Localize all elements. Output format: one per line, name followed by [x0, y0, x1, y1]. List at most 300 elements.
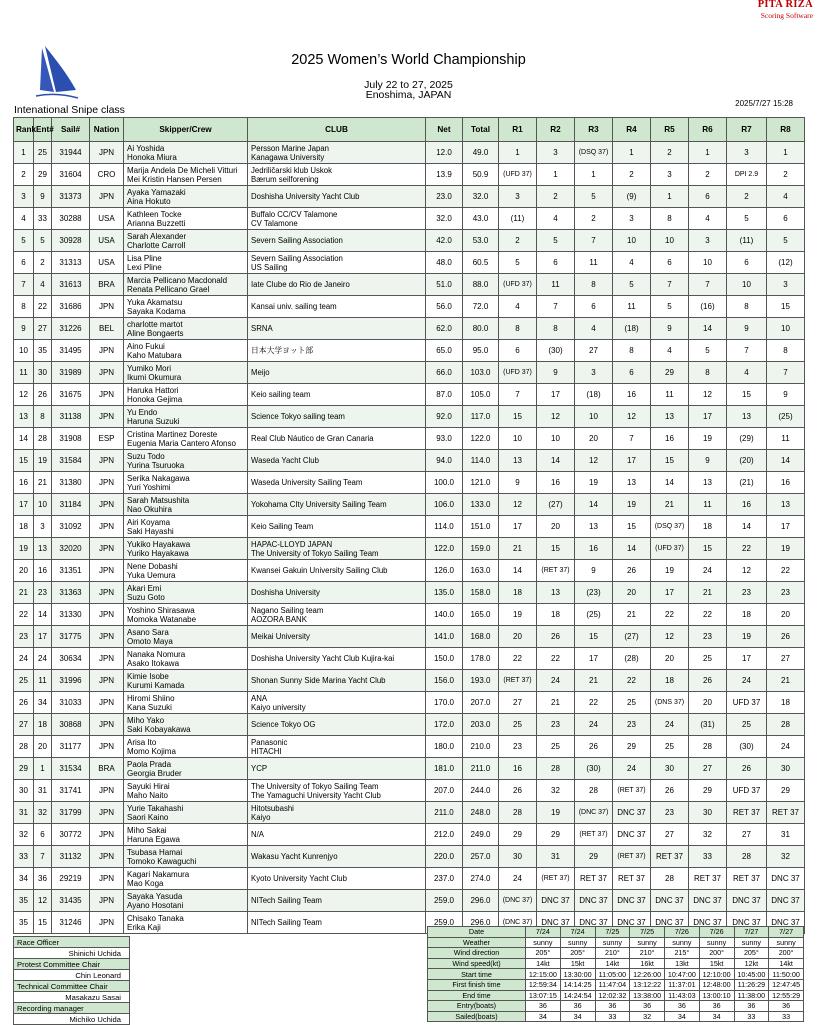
cell-net: 48.0	[426, 252, 463, 274]
cell-club	[248, 296, 426, 318]
cell-nation: BRA	[90, 274, 124, 296]
cell-r8: (12)	[767, 252, 805, 274]
cell-net: 66.0	[426, 362, 463, 384]
race-info-value-r6: 12:10:00	[699, 969, 734, 980]
col-r5: R5	[651, 118, 689, 142]
cell-total: 105.0	[463, 384, 499, 406]
cell-r4: 10	[613, 230, 651, 252]
cell-r5: 30	[651, 758, 689, 780]
cell-total: 32.0	[463, 186, 499, 208]
cell-r1: (DNC 37)	[499, 890, 537, 912]
cell-r4: 3	[613, 208, 651, 230]
club-line-1: Severn Sailing Association	[251, 236, 343, 245]
cell-r4: 2	[613, 164, 651, 186]
race-info-row	[428, 979, 804, 990]
cell-r2: 5	[537, 230, 575, 252]
race-info-value-r8: 14kt	[769, 958, 804, 969]
cell-nation: JPN	[90, 692, 124, 714]
cell-nation: JPN	[90, 296, 124, 318]
cell-r7: 24	[727, 670, 767, 692]
cell-club	[248, 824, 426, 846]
cell-sail: 30634	[52, 648, 90, 670]
cell-r5: 12	[651, 626, 689, 648]
cell-r4: 1	[613, 142, 651, 164]
cell-sail: 31613	[52, 274, 90, 296]
cell-total: 210.0	[463, 736, 499, 758]
cell-rank: 34	[14, 868, 34, 890]
crew-name: Momoka Watanabe	[127, 614, 197, 624]
cell-sail: 30288	[52, 208, 90, 230]
cell-total: 114.0	[463, 450, 499, 472]
skipper-name: Serika Nakagawa	[127, 473, 190, 483]
cell-skipper-crew	[124, 604, 248, 626]
cell-r8: 8	[767, 340, 805, 362]
cell-rank: 17	[14, 494, 34, 516]
cell-r3: DNC 37	[575, 912, 613, 934]
cell-r8: 9	[767, 384, 805, 406]
crew-name: Tomoko Kawaguchi	[127, 856, 197, 866]
cell-r2: 13	[537, 582, 575, 604]
cell-sail: 30772	[52, 824, 90, 846]
cell-r1: 23	[499, 736, 537, 758]
race-info-label: Start time	[428, 969, 526, 980]
cell-r6: 17	[689, 406, 727, 428]
club-line-1: 日本大学ヨット部	[251, 346, 314, 355]
crew-name: Renata Pellicano Grael	[127, 284, 210, 294]
cell-nation: JPN	[90, 670, 124, 692]
cell-r2: 9	[537, 362, 575, 384]
race-info-value-r5: 13kt	[665, 958, 700, 969]
cell-r6: (31)	[689, 714, 727, 736]
crew-name: Haruna Suzuki	[127, 416, 180, 426]
cell-sail: 31330	[52, 604, 90, 626]
cell-r6: 22	[689, 604, 727, 626]
cell-r2: 16	[537, 472, 575, 494]
cell-nation: JPN	[90, 186, 124, 208]
official-role-row	[14, 981, 130, 992]
cell-r1: 27	[499, 692, 537, 714]
crew-name: Maho Naito	[127, 790, 168, 800]
cell-ent: 28	[34, 428, 52, 450]
cell-ent: 31	[34, 780, 52, 802]
cell-r3: 12	[575, 450, 613, 472]
cell-r7: DNC 37	[727, 890, 767, 912]
cell-club	[248, 626, 426, 648]
table-row	[14, 758, 805, 780]
cell-r2: (27)	[537, 494, 575, 516]
cell-rank: 18	[14, 516, 34, 538]
cell-ent: 21	[34, 472, 52, 494]
cell-nation: BEL	[90, 318, 124, 340]
cell-r3: 1	[575, 164, 613, 186]
cell-total: 159.0	[463, 538, 499, 560]
cell-net: 32.0	[426, 208, 463, 230]
cell-r7: 13	[727, 406, 767, 428]
col-rank: Rank	[14, 118, 34, 142]
race-info-label: Weather	[428, 937, 526, 948]
cell-ent: 7	[34, 846, 52, 868]
club-line-1: Persson Marine Japan	[251, 143, 330, 153]
cell-r6: 8	[689, 362, 727, 384]
cell-r5: RET 37	[651, 846, 689, 868]
race-info-value-r7: 11:26:29	[734, 979, 769, 990]
skipper-name: charlotte martot	[127, 319, 183, 329]
race-info-value-r4: 32	[630, 1011, 665, 1022]
cell-ent: 29	[34, 164, 52, 186]
cell-r1: 17	[499, 516, 537, 538]
cell-ent: 20	[34, 736, 52, 758]
cell-sail: 29219	[52, 868, 90, 890]
cell-r2: (RET 37)	[537, 560, 575, 582]
race-info-value-r7: 33	[734, 1011, 769, 1022]
crew-name: Mei Kristin Hansen Persen	[127, 174, 222, 184]
cell-skipper-crew	[124, 890, 248, 912]
cell-r3: 3	[575, 362, 613, 384]
cell-club	[248, 846, 426, 868]
cell-r5: 15	[651, 450, 689, 472]
crew-name: Arianna Buzzetti	[127, 218, 186, 228]
class-name: Intenational Snipe class	[14, 104, 125, 116]
cell-nation: BRA	[90, 758, 124, 780]
club-line-1: Keio Sailing Team	[251, 522, 314, 531]
cell-total: 53.0	[463, 230, 499, 252]
cell-r7: 23	[727, 582, 767, 604]
cell-ent: 36	[34, 868, 52, 890]
skipper-name: Yukiko Hayakawa	[127, 539, 191, 549]
cell-sail: 31380	[52, 472, 90, 494]
cell-r6: 28	[689, 736, 727, 758]
cell-r6: 2	[689, 164, 727, 186]
race-info-value-r1: 12:15:00	[526, 969, 561, 980]
skipper-name: Nanaka Nomura	[127, 649, 186, 659]
cell-nation: JPN	[90, 142, 124, 164]
race-info-value-r2: 15kt	[560, 958, 595, 969]
cell-r8: 27	[767, 648, 805, 670]
cell-r6: 11	[689, 494, 727, 516]
cell-r7: 5	[727, 208, 767, 230]
race-info-value-r4: 13:12:22	[630, 979, 665, 990]
cell-skipper-crew	[124, 208, 248, 230]
cell-r1: 7	[499, 384, 537, 406]
cell-r2: 24	[537, 670, 575, 692]
cell-r3: 14	[575, 494, 613, 516]
table-row	[14, 714, 805, 736]
cell-skipper-crew	[124, 252, 248, 274]
cell-r7: 12	[727, 560, 767, 582]
page-title: 2025 Women’s World Championship	[291, 52, 526, 68]
cell-r6: (16)	[689, 296, 727, 318]
cell-r8: 23	[767, 582, 805, 604]
crew-name: Eugenia Maria Cantero Afonso	[127, 438, 236, 448]
cell-skipper-crew	[124, 318, 248, 340]
table-row	[14, 890, 805, 912]
cell-sail: 31092	[52, 516, 90, 538]
cell-r2: 14	[537, 450, 575, 472]
cell-r8: 13	[767, 494, 805, 516]
skipper-name: Sayuki Hirai	[127, 781, 170, 791]
skipper-name: Ai Yoshida	[127, 143, 165, 153]
official-role-row	[14, 959, 130, 970]
cell-r7: UFD 37	[727, 692, 767, 714]
col-total: Total	[463, 118, 499, 142]
cell-r5: 2	[651, 142, 689, 164]
cell-r4: 24	[613, 758, 651, 780]
crew-name: Ayano Hosotani	[127, 900, 184, 910]
cell-r6: 27	[689, 758, 727, 780]
cell-r5: 6	[651, 252, 689, 274]
race-info-value-r2: 14:14:25	[560, 979, 595, 990]
officials-body	[14, 937, 130, 1025]
cell-r5: 9	[651, 318, 689, 340]
club-line-1: SRNA	[251, 324, 273, 333]
cell-ent: 34	[34, 692, 52, 714]
table-row	[14, 736, 805, 758]
cell-club	[248, 714, 426, 736]
race-info-row	[428, 937, 804, 948]
cell-skipper-crew	[124, 802, 248, 824]
cell-rank: 23	[14, 626, 34, 648]
race-info-value-r8: 12:47:45	[769, 979, 804, 990]
cell-r7: 18	[727, 604, 767, 626]
cell-nation: JPN	[90, 406, 124, 428]
cell-r5: 26	[651, 780, 689, 802]
cell-sail: 31363	[52, 582, 90, 604]
race-info-row	[428, 927, 804, 938]
cell-r8: DNC 37	[767, 912, 805, 934]
cell-r1: 13	[499, 450, 537, 472]
cell-ent: 30	[34, 362, 52, 384]
cell-nation: JPN	[90, 868, 124, 890]
cell-r4: 8	[613, 340, 651, 362]
cell-r3: 16	[575, 538, 613, 560]
col-r2: R2	[537, 118, 575, 142]
race-info-value-r5: 34	[665, 1011, 700, 1022]
table-row	[14, 780, 805, 802]
club-line-1: Wakasu Yacht Kunrenjyo	[251, 852, 338, 861]
cell-r4: 25	[613, 692, 651, 714]
cell-r1: 5	[499, 252, 537, 274]
race-info-value-r7: 10:45:00	[734, 969, 769, 980]
cell-net: 181.0	[426, 758, 463, 780]
cell-sail: 30868	[52, 714, 90, 736]
cell-r3: (23)	[575, 582, 613, 604]
race-info-label: First finish time	[428, 979, 526, 990]
race-info-value-r2: 34	[560, 1011, 595, 1022]
cell-r4: 16	[613, 384, 651, 406]
official-name: Shinichi Uchida	[14, 948, 130, 959]
cell-ent: 8	[34, 406, 52, 428]
cell-sail: 31313	[52, 252, 90, 274]
cell-r5: 1	[651, 186, 689, 208]
col-r1: R1	[499, 118, 537, 142]
cell-sail: 31996	[52, 670, 90, 692]
cell-r7: 16	[727, 494, 767, 516]
cell-r3: 2	[575, 208, 613, 230]
race-info-value-r8: 12:55:29	[769, 990, 804, 1001]
cell-r7: 27	[727, 824, 767, 846]
cell-ent: 23	[34, 582, 52, 604]
cell-net: 141.0	[426, 626, 463, 648]
cell-nation: JPN	[90, 890, 124, 912]
cell-r4: DNC 37	[613, 824, 651, 846]
race-info-value-r1: 34	[526, 1011, 561, 1022]
cell-ent: 18	[34, 714, 52, 736]
cell-r6: RET 37	[689, 868, 727, 890]
cell-rank: 31	[14, 802, 34, 824]
cell-r3: 24	[575, 714, 613, 736]
cell-nation: JPN	[90, 560, 124, 582]
cell-r2: 26	[537, 626, 575, 648]
crew-name: Kana Suzuki	[127, 702, 172, 712]
cell-ent: 25	[34, 142, 52, 164]
cell-sail: 31184	[52, 494, 90, 516]
cell-sail: 31944	[52, 142, 90, 164]
cell-ent: 5	[34, 230, 52, 252]
results-body	[14, 142, 805, 934]
cell-r4: 11	[613, 296, 651, 318]
official-role-row	[14, 937, 130, 948]
cell-r7: 10	[727, 274, 767, 296]
cell-ent: 1	[34, 758, 52, 780]
cell-r2: 22	[537, 648, 575, 670]
cell-r4: (18)	[613, 318, 651, 340]
cell-nation: JPN	[90, 538, 124, 560]
cell-r6: 12	[689, 384, 727, 406]
club-line-1: Nagano Sailing team	[251, 605, 324, 615]
cell-net: 207.0	[426, 780, 463, 802]
cell-skipper-crew	[124, 758, 248, 780]
cell-r5: 18	[651, 670, 689, 692]
cell-club	[248, 428, 426, 450]
club-line-1: Science Tokyo OG	[251, 720, 316, 729]
crew-name: Omoto Maya	[127, 636, 173, 646]
cell-r7: 28	[727, 846, 767, 868]
cell-club	[248, 560, 426, 582]
cell-r6: 14	[689, 318, 727, 340]
crew-name: Suzu Goto	[127, 592, 165, 602]
cell-r4: (RET 37)	[613, 846, 651, 868]
cell-nation: JPN	[90, 780, 124, 802]
cell-club	[248, 450, 426, 472]
cell-club	[248, 648, 426, 670]
table-row	[14, 626, 805, 648]
cell-r5: 8	[651, 208, 689, 230]
cell-ent: 12	[34, 890, 52, 912]
col-nation: Nation	[90, 118, 124, 142]
official-name: Michiko Uchida	[14, 1014, 130, 1025]
official-name-row	[14, 1014, 130, 1025]
crew-name: Saori Kaino	[127, 812, 169, 822]
club-line-1: Doshisha University	[251, 588, 320, 597]
cell-r7: RET 37	[727, 802, 767, 824]
cell-r6: 10	[689, 252, 727, 274]
club-line-1: Keio sailing team	[251, 390, 311, 399]
cell-r4: (9)	[613, 186, 651, 208]
cell-net: 259.0	[426, 890, 463, 912]
cell-net: 172.0	[426, 714, 463, 736]
table-row	[14, 252, 805, 274]
cell-sail: 31226	[52, 318, 90, 340]
crew-name: Saki Kobayakawa	[127, 724, 191, 734]
table-row	[14, 604, 805, 626]
cell-r5: 3	[651, 164, 689, 186]
table-row	[14, 670, 805, 692]
cell-total: 103.0	[463, 362, 499, 384]
crew-name: Sayaka Kodama	[127, 306, 186, 316]
cell-r6: 23	[689, 626, 727, 648]
club-line-1: Real Club Náutico de Gran Canaria	[251, 434, 374, 443]
crew-name: Yuri Yoshimi	[127, 482, 171, 492]
cell-net: 106.0	[426, 494, 463, 516]
cell-rank: 12	[14, 384, 34, 406]
cell-r1: 20	[499, 626, 537, 648]
cell-nation: JPN	[90, 824, 124, 846]
skipper-name: Asano Sara	[127, 627, 169, 637]
cell-ent: 3	[34, 516, 52, 538]
col-skipper: Skipper/Crew	[124, 118, 248, 142]
crew-name: Yuka Uemura	[127, 570, 176, 580]
cell-ent: 13	[34, 538, 52, 560]
cell-rank: 10	[14, 340, 34, 362]
cell-r3: 7	[575, 230, 613, 252]
cell-club	[248, 604, 426, 626]
cell-r2: 17	[537, 384, 575, 406]
cell-club	[248, 406, 426, 428]
cell-skipper-crew	[124, 736, 248, 758]
club-line-1: HAPAC-LLOYD JAPAN	[251, 539, 333, 549]
cell-r1: (UFD 37)	[499, 164, 537, 186]
club-line-1: Doshisha University Yacht Club Kujira-kai	[251, 654, 395, 663]
cell-r2: 20	[537, 516, 575, 538]
cell-r5: 22	[651, 604, 689, 626]
cell-ent: 32	[34, 802, 52, 824]
cell-r3: (RET 37)	[575, 824, 613, 846]
cell-r2: 6	[537, 252, 575, 274]
cell-ent: 24	[34, 648, 52, 670]
results-table	[13, 117, 805, 934]
cell-r1: 28	[499, 802, 537, 824]
cell-r7: (30)	[727, 736, 767, 758]
race-info-value-r7: 7/27	[734, 927, 769, 938]
race-info-table	[427, 926, 804, 1022]
table-row	[14, 296, 805, 318]
cell-r1: 12	[499, 494, 537, 516]
cell-r8: 30	[767, 758, 805, 780]
cell-skipper-crew	[124, 538, 248, 560]
table-row	[14, 560, 805, 582]
crew-name: Lexi Pline	[127, 262, 162, 272]
cell-r7: DPI 2.9	[727, 164, 767, 186]
cell-total: 296.0	[463, 890, 499, 912]
cell-net: 23.0	[426, 186, 463, 208]
cell-r7: 2	[727, 186, 767, 208]
cell-nation: JPN	[90, 494, 124, 516]
cell-rank: 11	[14, 362, 34, 384]
cell-r6: 21	[689, 582, 727, 604]
cell-total: 88.0	[463, 274, 499, 296]
cell-skipper-crew	[124, 692, 248, 714]
race-info-value-r2: 36	[560, 1001, 595, 1012]
cell-net: 100.0	[426, 472, 463, 494]
cell-r4: 4	[613, 252, 651, 274]
skipper-name: Miho Yako	[127, 715, 165, 725]
race-info-value-r8: 36	[769, 1001, 804, 1012]
cell-sail: 31138	[52, 406, 90, 428]
race-info-value-r1: 205°	[526, 948, 561, 959]
crew-name: Mao Koga	[127, 878, 164, 888]
cell-rank: 13	[14, 406, 34, 428]
cell-skipper-crew	[124, 868, 248, 890]
